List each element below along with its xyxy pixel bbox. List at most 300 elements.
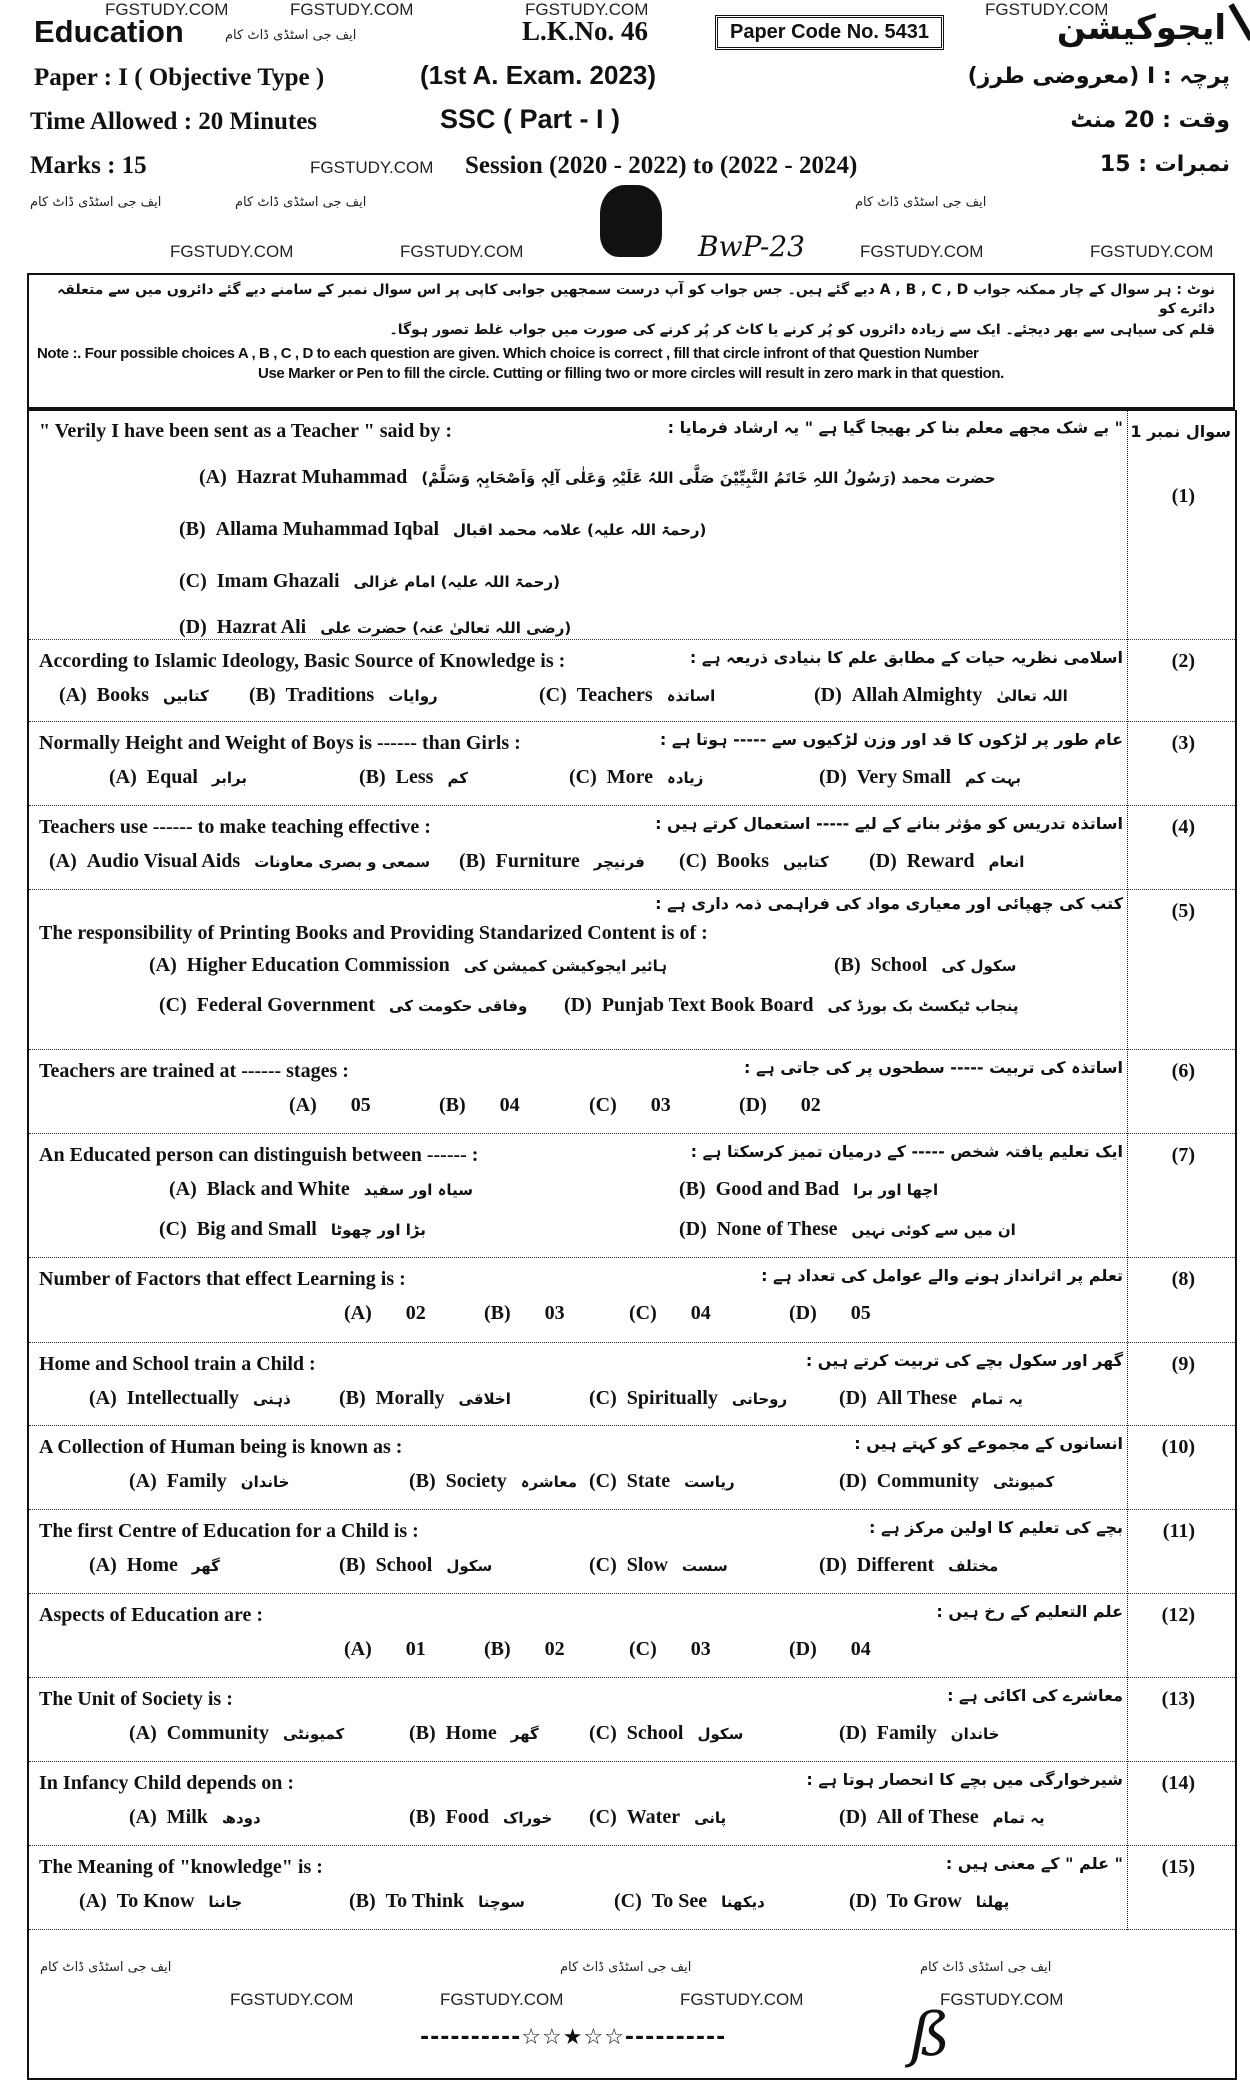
option[interactable] [409,1722,539,1745]
option-letter: (C) [589,1722,617,1744]
option[interactable] [739,1094,821,1117]
option-text-en: Intellectually [126,1387,239,1409]
option-text-en: Reward [906,850,975,872]
option-letter: (A) [49,850,77,872]
option-letter: (C) [159,994,187,1016]
option[interactable] [484,1638,565,1661]
option-text-ur: ہائیر ایجوکیشن کمیشن کی [463,957,668,975]
option-text-en: More [606,766,654,788]
option[interactable] [814,684,1068,707]
question-text-en: In Infancy Child depends on : [39,1772,295,1794]
option[interactable] [159,1218,426,1241]
option-text-ur: دیکھنا [721,1893,765,1911]
watermark: FGSTUDY.COM [985,0,1109,19]
option-text-ur: اللہ تعالیٰ [996,687,1068,705]
option-letter: (D) [869,850,897,872]
question-row [29,1678,1235,1762]
option[interactable] [249,684,438,707]
option-text-en: Slow [626,1554,668,1576]
option-text-ur: مختلف [948,1557,999,1575]
watermark: FGSTUDY.COM [310,158,434,177]
option-text-ur: فرنیچر [593,853,645,871]
signature: ß [910,2000,951,2070]
option-text-ur: پھلنا [975,1893,1010,1911]
question-number: (14) [1161,1772,1195,1794]
option[interactable] [589,1387,787,1410]
option-text-ur: اچھا اور برا [853,1181,939,1199]
option[interactable] [179,518,706,541]
paper-code: Paper Code No. 5431 [715,15,944,50]
option[interactable] [169,1178,473,1201]
option-letter: (A) [289,1094,317,1116]
question-text-ur: ایک تعلیم یافتہ شخص ----- کے درمیان تمیز کرسکتا ہے : [690,1142,1123,1161]
option[interactable] [589,1470,735,1493]
question-text-en: Normally Height and Weight of Boys is ------ than Girls : [39,732,521,754]
option-text-ur: گھر [510,1725,539,1743]
option-letter: (C) [589,1554,617,1576]
option-text-ur: معاشرہ [520,1473,578,1491]
question-number: (7) [1171,1144,1195,1166]
question-number: (11) [1162,1520,1195,1542]
question-text-en: The responsibility of Printing Books and Providing Standarized Content is of : [39,922,708,944]
option[interactable] [59,684,209,707]
watermark: FGSTUDY.COM [680,1990,804,2009]
question-text-ur: معاشرے کی اکائی ہے : [947,1686,1123,1705]
question-text-ur: بچے کی تعلیم کا اولین مرکز ہے : [869,1518,1123,1537]
option-text-en: Teachers [576,684,653,706]
option-text-en: Spiritually [626,1387,718,1409]
marks: Marks : 15 [30,152,147,179]
option[interactable] [629,1302,711,1325]
marks-ur: نمبرات : 15 [1099,152,1230,177]
option-text-ur: کتابیں [783,853,829,871]
option-text-ur: دودھ [221,1809,261,1827]
question-text-en: Teachers use ------ to make teaching effective : [39,816,431,838]
option-letter: (B) [249,684,276,706]
option-text-ur: حضرت محمد (رَسُولُ اللہِ خَاتَمُ النَّبِیِّیْنَ صَلَّی اللہُ عَلَیْہِ وَعَلٰی آلِہٖ وَاَصْحَابِہٖ وَسَلَّمْ) [421,469,996,487]
option-text-ur: اساتذہ [666,687,716,705]
option-text-en: 03 [650,1094,671,1116]
option[interactable] [129,1806,261,1829]
option-text-en: Milk [166,1806,208,1828]
option-text-en: Big and Small [196,1218,317,1240]
option[interactable] [539,684,715,707]
option[interactable] [564,994,1019,1017]
exam-name: (1st A. Exam. 2023) [420,60,657,90]
option-text-en: Less [395,766,434,788]
option[interactable] [629,1638,711,1661]
option-text-en: 03 [544,1302,565,1324]
option-text-ur: کمیونٹی [993,1473,1055,1491]
option[interactable] [409,1470,577,1493]
option-letter: (C) [589,1387,617,1409]
option-letter: (C) [614,1890,642,1912]
watermark: FGSTUDY.COM [440,1990,564,2009]
option-text-ur: وفاقی حکومت کی [389,997,528,1015]
option-letter: (B) [834,954,861,976]
option[interactable] [589,1554,728,1577]
option-text-en: Audio Visual Aids [86,850,241,872]
paper-type-ur: پرچہ : I (معروضی طرز) [967,64,1230,89]
note-en-line1: Note :. Four possible choices A , B , C , D to each question are given. Which choice is correct , fill that circle infront of that Question Number [37,344,979,362]
option-text-en: Food [445,1806,490,1828]
option[interactable] [789,1638,871,1661]
option[interactable] [179,570,560,593]
option-letter: (C) [539,684,567,706]
option-letter: (D) [819,766,847,788]
option-letter: (C) [589,1470,617,1492]
option-text-en: Community [166,1722,269,1744]
option-text-en: State [626,1470,671,1492]
option-text-ur: ذہنی [252,1390,291,1408]
option-letter: (C) [179,570,207,592]
option[interactable] [839,1387,1023,1410]
option[interactable] [79,1890,242,1913]
watermark: FGSTUDY.COM [230,1990,354,2009]
question-row [29,722,1235,806]
option-text-ur: روحانی [731,1390,788,1408]
option[interactable] [459,850,645,873]
question-text-ur: اساتذہ تدریس کو مؤثر بنانے کے لیے ----- استعمال کرتے ہیں : [655,814,1123,833]
option-text-en: To Grow [886,1890,962,1912]
option-letter: (B) [484,1302,511,1324]
question-row [29,1510,1235,1594]
option-text-en: Higher Education Commission [186,954,450,976]
question-text-en: Home and School train a Child : [39,1353,316,1375]
option-text-ur: سوچنا [478,1893,525,1911]
option[interactable] [839,1470,1054,1493]
option-text-ur: پانی [694,1809,727,1827]
option-text-en: Community [876,1470,979,1492]
option-text-en: Good and Bad [715,1178,840,1200]
question-text-ur: شیرخوارگی میں بچے کا انحصار ہوتا ہے : [806,1770,1123,1789]
question-text-en: The Unit of Society is : [39,1688,233,1710]
question-text-ur: کتب کی چھپائی اور معیاری مواد کی فراہمی ذمہ داری ہے : [655,894,1123,913]
question-row [29,1426,1235,1510]
option[interactable] [339,1387,511,1410]
stars-divider: ----------☆☆★☆☆---------- [420,2025,727,2050]
option-letter: (A) [199,466,227,488]
option-text-en: 05 [850,1302,871,1324]
session: Session (2020 - 2022) to (2022 - 2024) [465,152,858,179]
option-text-en: School [375,1554,433,1576]
option-text-en: Punjab Text Book Board [601,994,814,1016]
option[interactable] [569,766,703,789]
option-letter: (C) [159,1218,187,1240]
option[interactable] [109,766,247,789]
option-text-en: 02 [800,1094,821,1116]
option-text-ur: (رحمۃ اللہ علیہ) امام غزالی [353,573,560,591]
watermark: FGSTUDY.COM [400,242,524,261]
option-text-en: 02 [405,1302,426,1324]
option[interactable] [679,1178,938,1201]
option-text-en: 04 [690,1302,711,1324]
question-text-ur: گھر اور سکول بچے کی تربیت کرتے ہیں : [805,1351,1123,1370]
option-text-ur: بڑا اور چھوٹا [330,1221,426,1239]
option-letter: (A) [344,1302,372,1324]
option-text-en: 04 [499,1094,520,1116]
option-letter: (D) [839,1387,867,1409]
handwritten-code: BwP-23 [698,230,805,263]
question-text-en: Aspects of Education are : [39,1604,264,1626]
option-letter: (A) [59,684,87,706]
option[interactable] [439,1094,520,1117]
question-row [29,1762,1235,1846]
option-text-en: Allah Almighty [851,684,983,706]
option-letter: (B) [359,766,386,788]
watermark: FGSTUDY.COM [940,1990,1064,2009]
option-text-en: To See [651,1890,708,1912]
option-text-ur: بہت کم [965,769,1022,787]
option-letter: (A) [129,1470,157,1492]
option-text-ur: کتابیں [163,687,209,705]
option-text-en: Home [126,1554,178,1576]
option-text-en: Very Small [856,766,952,788]
option-text-en: Family [166,1470,227,1492]
lk-number: L.K.No. 46 [522,16,649,46]
option-text-en: Furniture [495,850,580,872]
option-text-ur: یہ تمام [992,1809,1045,1827]
option-text-en: Imam Ghazali [216,570,340,592]
option-text-ur: ریاست [684,1473,735,1491]
note-ur-line1: نوٹ : ہر سوال کے چار ممکنہ جواب A , B , C , D دیے گئے ہیں۔ جس جواب کو آپ درست سمجھیں جوابی کاپی پر اس سوال نمبر کے سامنے دیے گئے دائروں میں سے متعلقہ دائرے کو [57,282,1215,317]
option[interactable] [849,1890,1009,1913]
question-text-en: A Collection of Human being is known as : [39,1436,403,1458]
option-text-ur: سمعی و بصری معاونات [254,853,431,871]
question-row [29,1343,1235,1426]
option-letter: (A) [129,1806,157,1828]
option-letter: (B) [179,518,206,540]
option-letter: (A) [109,766,137,788]
option[interactable] [409,1806,552,1829]
question-number: (10) [1161,1436,1195,1458]
option[interactable] [339,1554,492,1577]
option-text-en: All of These [876,1806,979,1828]
option-text-en: Federal Government [196,994,376,1016]
option-text-en: 03 [690,1638,711,1660]
watermark-ur: ایف جی اسٹڈی ڈاٹ کام [30,195,162,210]
option-letter: (D) [789,1302,817,1324]
option-text-en: Home [445,1722,497,1744]
option-letter: (D) [789,1638,817,1660]
question-number: (8) [1171,1268,1195,1290]
time-allowed: Time Allowed : 20 Minutes [30,108,318,135]
option-text-en: Water [626,1806,681,1828]
option-text-ur: روایات [388,687,438,705]
option-text-en: 04 [850,1638,871,1660]
option-text-ur: کمیونٹی [283,1725,345,1743]
option-letter: (C) [629,1302,657,1324]
option-letter: (D) [679,1218,707,1240]
question-number: (3) [1171,732,1195,754]
question-text-en: Number of Factors that effect Learning is : [39,1268,406,1290]
question-row [29,1134,1235,1258]
watermark-ur: ایف جی اسٹڈی ڈاٹ کام [855,195,987,210]
option-letter: (D) [839,1722,867,1744]
option-letter: (D) [814,684,842,706]
option-text-ur: (رضی اللہ تعالیٰ عنہ) حضرت علی [320,619,572,637]
option[interactable] [359,766,468,789]
question-row [29,640,1235,722]
option-text-ur: پنجاب ٹیکسٹ بک بورڈ کی [827,997,1019,1015]
option-letter: (C) [629,1638,657,1660]
option-text-ur: ان میں سے کوئی نہیں [851,1221,1016,1239]
question-text-en: An Educated person can distinguish between ------ : [39,1144,479,1166]
option[interactable] [344,1638,426,1661]
option-letter: (D) [839,1806,867,1828]
option-text-en: To Know [116,1890,195,1912]
subject-title-en: Education [34,14,184,49]
question-row [29,1846,1235,1930]
option-letter: (B) [409,1722,436,1744]
question-number: (4) [1171,816,1195,838]
option[interactable] [819,1554,998,1577]
option-letter: (A) [89,1387,117,1409]
option-letter: (B) [409,1470,436,1492]
question-text-ur: علم التعلیم کے رخ ہیں : [936,1602,1123,1621]
option-letter: (B) [459,850,486,872]
option[interactable] [839,1722,999,1745]
option-text-en: Family [876,1722,937,1744]
option-letter: (A) [79,1890,107,1912]
option-text-ur: اخلاقی [458,1390,511,1408]
question-row [29,410,1235,640]
option-letter: (A) [89,1554,117,1576]
watermark-ur: ایف جی اسٹڈی ڈاٹ کام [40,1960,172,1975]
option-letter: (C) [679,850,707,872]
option-text-en: To Think [385,1890,465,1912]
option[interactable] [89,1554,220,1577]
option-letter: (D) [739,1094,767,1116]
option-text-ur: سست [681,1557,728,1575]
option[interactable] [589,1722,743,1745]
option[interactable] [344,1302,426,1325]
option-letter: (B) [679,1178,706,1200]
question-text-ur: " علم " کے معنی ہیں : [945,1854,1123,1873]
option-letter: (C) [589,1806,617,1828]
board-logo [600,185,662,257]
option-text-ur: سکول [446,1557,493,1575]
option-letter: (C) [569,766,597,788]
option[interactable] [129,1470,289,1493]
question-row [29,1050,1235,1134]
question-text-en: According to Islamic Ideology, Basic Source of Knowledge is : [39,650,566,672]
option-letter: (D) [819,1554,847,1576]
time-allowed-ur: وقت : 20 منٹ [1070,108,1230,133]
option-text-en: 05 [350,1094,371,1116]
watermark: FGSTUDY.COM [170,242,294,261]
option[interactable] [89,1387,291,1410]
watermark: FGSTUDY.COM [525,0,649,19]
option-letter: (D) [849,1890,877,1912]
option-text-en: 02 [544,1638,565,1660]
option-text-en: Allama Muhammad Iqbal [215,518,440,540]
option-text-en: Traditions [285,684,375,706]
corner-mark [1228,3,1250,41]
option-text-en: Books [716,850,770,872]
option[interactable] [484,1302,565,1325]
subject-title-ur: ایجوکیشن [1056,8,1226,48]
option[interactable] [129,1722,344,1745]
option[interactable] [159,994,527,1017]
instructions-box [27,273,1235,411]
option-text-ur: جاننا [208,1893,243,1911]
option-letter: (B) [339,1554,366,1576]
option-text-en: Hazrat Ali [216,616,307,638]
note-ur-line2: قلم کی سیاہی سے بھر دیجئے۔ ایک سے زیادہ دائروں کو پُر کرنے یا کاٹ کر پُر کرنے کی صورت میں جواب غلط تصور ہوگا۔ [389,321,1215,338]
option-letter: (B) [484,1638,511,1660]
option-letter: (B) [439,1094,466,1116]
watermark: FGSTUDY.COM [290,0,414,19]
question-number: (15) [1161,1856,1195,1878]
option-letter: (D) [564,994,592,1016]
watermark-ur: ایف جی اسٹڈی ڈاٹ کام [225,28,357,43]
option[interactable] [289,1094,371,1117]
option[interactable] [179,616,571,639]
question-text-ur: عام طور پر لڑکوں کا قد اور وزن لڑکیوں سے ----- ہوتا ہے : [659,730,1123,749]
option-letter: (D) [839,1470,867,1492]
option[interactable] [349,1890,525,1913]
option-text-en: Morally [375,1387,445,1409]
question-text-en: The first Centre of Education for a Child is : [39,1520,419,1542]
option-text-ur: زیادہ [667,769,704,787]
option[interactable] [834,954,1016,977]
option[interactable] [49,850,430,873]
option-text-en: Black and White [206,1178,350,1200]
option[interactable] [819,766,1021,789]
option[interactable] [789,1302,871,1325]
option-text-en: Equal [146,766,198,788]
question-text-ur: " بے شک مجھے معلم بنا کر بھیجا گیا ہے " یہ ارشاد فرمایا : [667,418,1123,437]
question-row [29,1258,1235,1343]
option-text-ur: خاندان [240,1473,290,1491]
question-number: (13) [1161,1688,1195,1710]
option-letter: (A) [344,1638,372,1660]
option-text-en: Hazrat Muhammad [236,466,408,488]
option-letter: (A) [169,1178,197,1200]
option[interactable] [839,1806,1045,1829]
question-label-ur: سوال نمبر 1 [1130,422,1231,441]
option[interactable] [679,1218,1016,1241]
option[interactable] [679,850,829,873]
option-text-en: Books [96,684,150,706]
question-number: (6) [1171,1060,1195,1082]
question-text-ur: تعلم پر اثرانداز ہونے والے عوامل کی تعداد ہے : [761,1266,1123,1285]
note-en-line2: Use Marker or Pen to fill the circle. Cutting or filling two or more circles will result in zero mark in that question. [258,365,1004,383]
option-text-en: None of These [716,1218,838,1240]
option-text-ur: سکول کی [941,957,1017,975]
question-text-en: Teachers are trained at ------ stages : [39,1060,349,1082]
option[interactable] [589,1094,671,1117]
option-text-ur: انعام [988,853,1025,871]
question-number: (1) [1171,485,1195,507]
option[interactable] [199,466,996,489]
paper-type: Paper : I ( Objective Type ) [34,64,325,91]
option-letter: (D) [179,616,207,638]
question-number: (2) [1171,650,1195,672]
option[interactable] [589,1806,726,1829]
question-text-ur: اسلامی نظریہ حیات کے مطابق علم کا بنیادی ذریعہ ہے : [689,648,1123,667]
option-text-ur: کم [447,769,468,787]
option-letter: (B) [409,1806,436,1828]
question-text-en: " Verily I have been sent as a Teacher " said by : [39,420,452,442]
option-letter: (A) [149,954,177,976]
option-text-ur: سکول [697,1725,744,1743]
question-text-ur: اساتذہ کی تربیت ----- سطحوں پر کی جاتی ہے : [744,1058,1123,1077]
option[interactable] [149,954,667,977]
option[interactable] [869,850,1024,873]
option[interactable] [614,1890,765,1913]
